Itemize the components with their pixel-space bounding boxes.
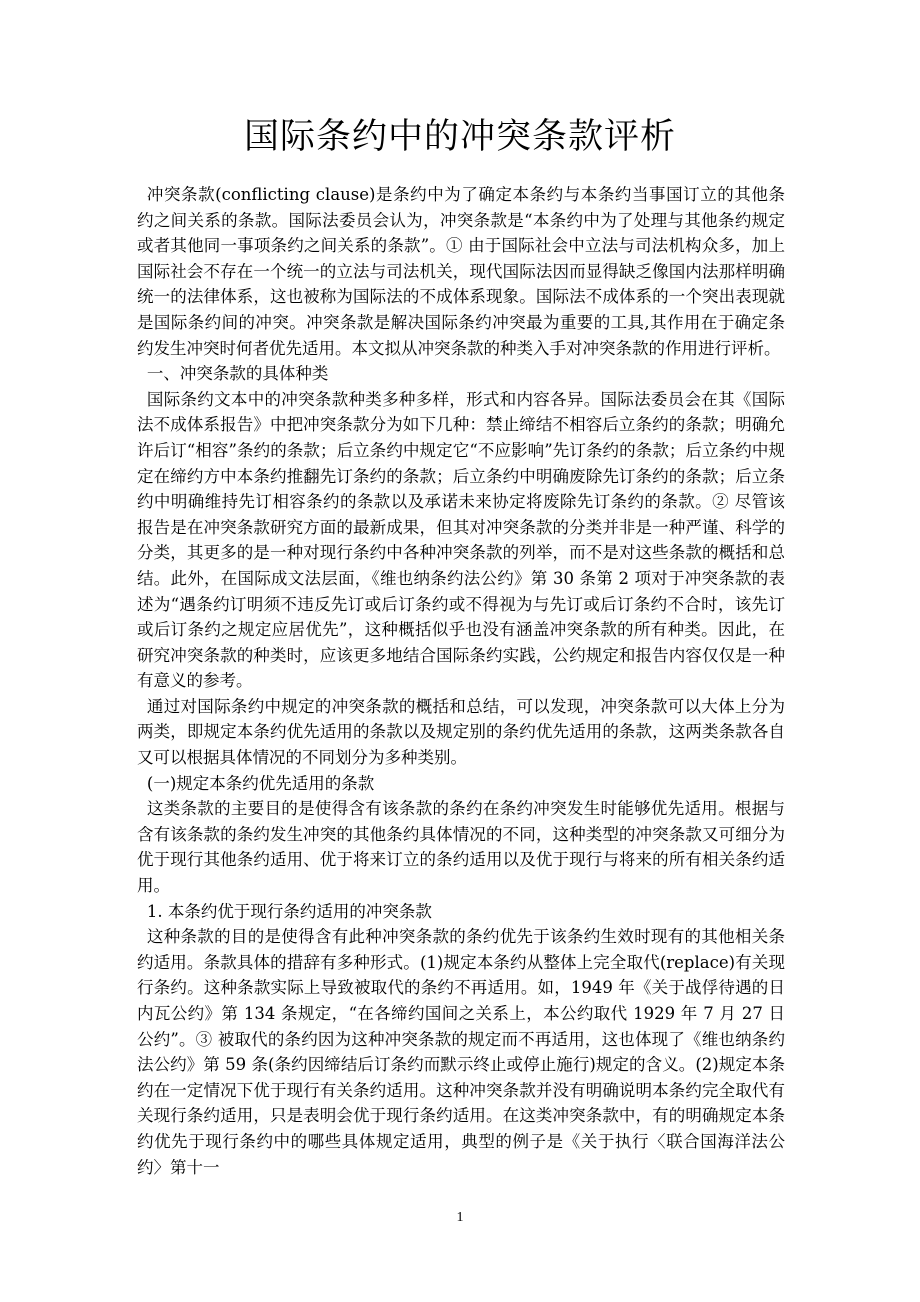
subsection-heading-1: (一)规定本条约优先适用的条款	[146, 773, 375, 793]
paragraph-priority: 这类条款的主要目的是使得含有该条款的条约在条约冲突发生时能够优先适用。根据与含有该条款的条约发生冲突的其他条约具体情况的不同，这种类型的冲突条款又可细分为优于现行其他条约适用、优于将来订立的条约适用以及优于现行与将来的所有相关条约适用。	[137, 799, 785, 896]
paragraph-summary: 通过对国际条约中规定的冲突条款的概括和总结，可以发现，冲突条款可以大体上分为两类，即规定本条约优先适用的条款以及规定别的条约优先适用的条款，这两类条款各自又可以根据具体情况的不同划分为多种类别。	[137, 696, 785, 768]
paragraph-existing-treaties: 这种条款的目的是使得含有此种冲突条款的条约优先于该条约生效时现有的其他相关条约适用。条款具体的措辞有多种形式。(1)规定本条约从整体上完全取代(replace)有关现行条约。这种条款实际上导致被取代的条约不再适用。如，1949 年《关于战俘待遇的日内瓦公约》第 134 条规定，“在各缔约国间之关系上，本公约取代 1929 年 7 月 27 日公约”。③ 被取代的条约因为这种冲突条款的规定而不再适用，这也体现了《维也纳条约法公约》第 59 条(条约因缔结后订条约而默示终止或停止施行)规定的含义。(2)规定本条约在一定情况下优于现行有关条约适用。这种冲突条款并没有明确说明本条约完全取代有关现行条约适用，只是表明会优于现行条约适用。在这类冲突条款中，有的明确规定本条约优先于现行条约中的哪些具体规定适用，典型的例子是《关于执行〈联合国海洋法公约〉第十一	[137, 927, 785, 1177]
document-title: 国际条约中的冲突条款评析	[243, 117, 676, 157]
section-heading-1: 一、冲突条款的具体种类	[146, 364, 329, 384]
paragraph-types: 国际条约文本中的冲突条款种类多种多样，形式和内容各异。国际法委员会在其《国际法不成体系报告》中把冲突条款分为如下几种：禁止缔结不相容后立条约的条款；明确允许后订“相容”条约的条款；后立条约中规定它“不应影响”先订条约的条款；后立条约中规定在缔约方中本条约推翻先订条约的条款；后立条约中明确废除先订条约的条款；后立条约中明确维持先订相容条约的条款以及承诺未来协定将废除先订条约的条款。② 尽管该报告是在冲突条款研究方面的最新成果，但其对冲突条款的分类并非是一种严谨、科学的分类，其更多的是一种对现行条约中各种冲突条款的列举，而不是对这些条款的概括和总结。此外，在国际成文法层面，《维也纳条约法公约》第 30 条第 2 项对于冲突条款的表述为“遇条约订明须不违反先订或后订条约或不得视为与先订或后订条约不合时，该先订或后订条约之规定应居优先”，这种概括似乎也没有涵盖冲突条款的所有种类。因此，在研究冲突条款的种类时，应该更多地结合国际条约实践，公约规定和报告内容仅仅是一种有意义的参考。	[137, 389, 785, 691]
page-number: 1	[456, 1210, 464, 1225]
document-body	[137, 182, 785, 1180]
subsection-heading-1-1: 1. 本条约优于现行条约适用的冲突条款	[146, 901, 432, 921]
paragraph-intro: 冲突条款(conflicting clause)是条约中为了确定本条约与本条约当事国订立的其他条约之间关系的条款。国际法委员会认为，冲突条款是“本条约中为了处理与其他条约规定或者其他同一事项条约之间关系的条款”。① 由于国际社会中立法与司法机构众多，加上国际社会不存在一个统一的立法与司法机关，现代国际法因而显得缺乏像国内法那样明确统一的法律体系，这也被称为国际法的不成体系现象。国际法不成体系的一个突出表现就是国际条约间的冲突。冲突条款是解决国际条约冲突最为重要的工具,其作用在于确定条约发生冲突时何者优先适用。本文拟从冲突条款的种类入手对冲突条款的作用进行评析。	[137, 185, 785, 358]
